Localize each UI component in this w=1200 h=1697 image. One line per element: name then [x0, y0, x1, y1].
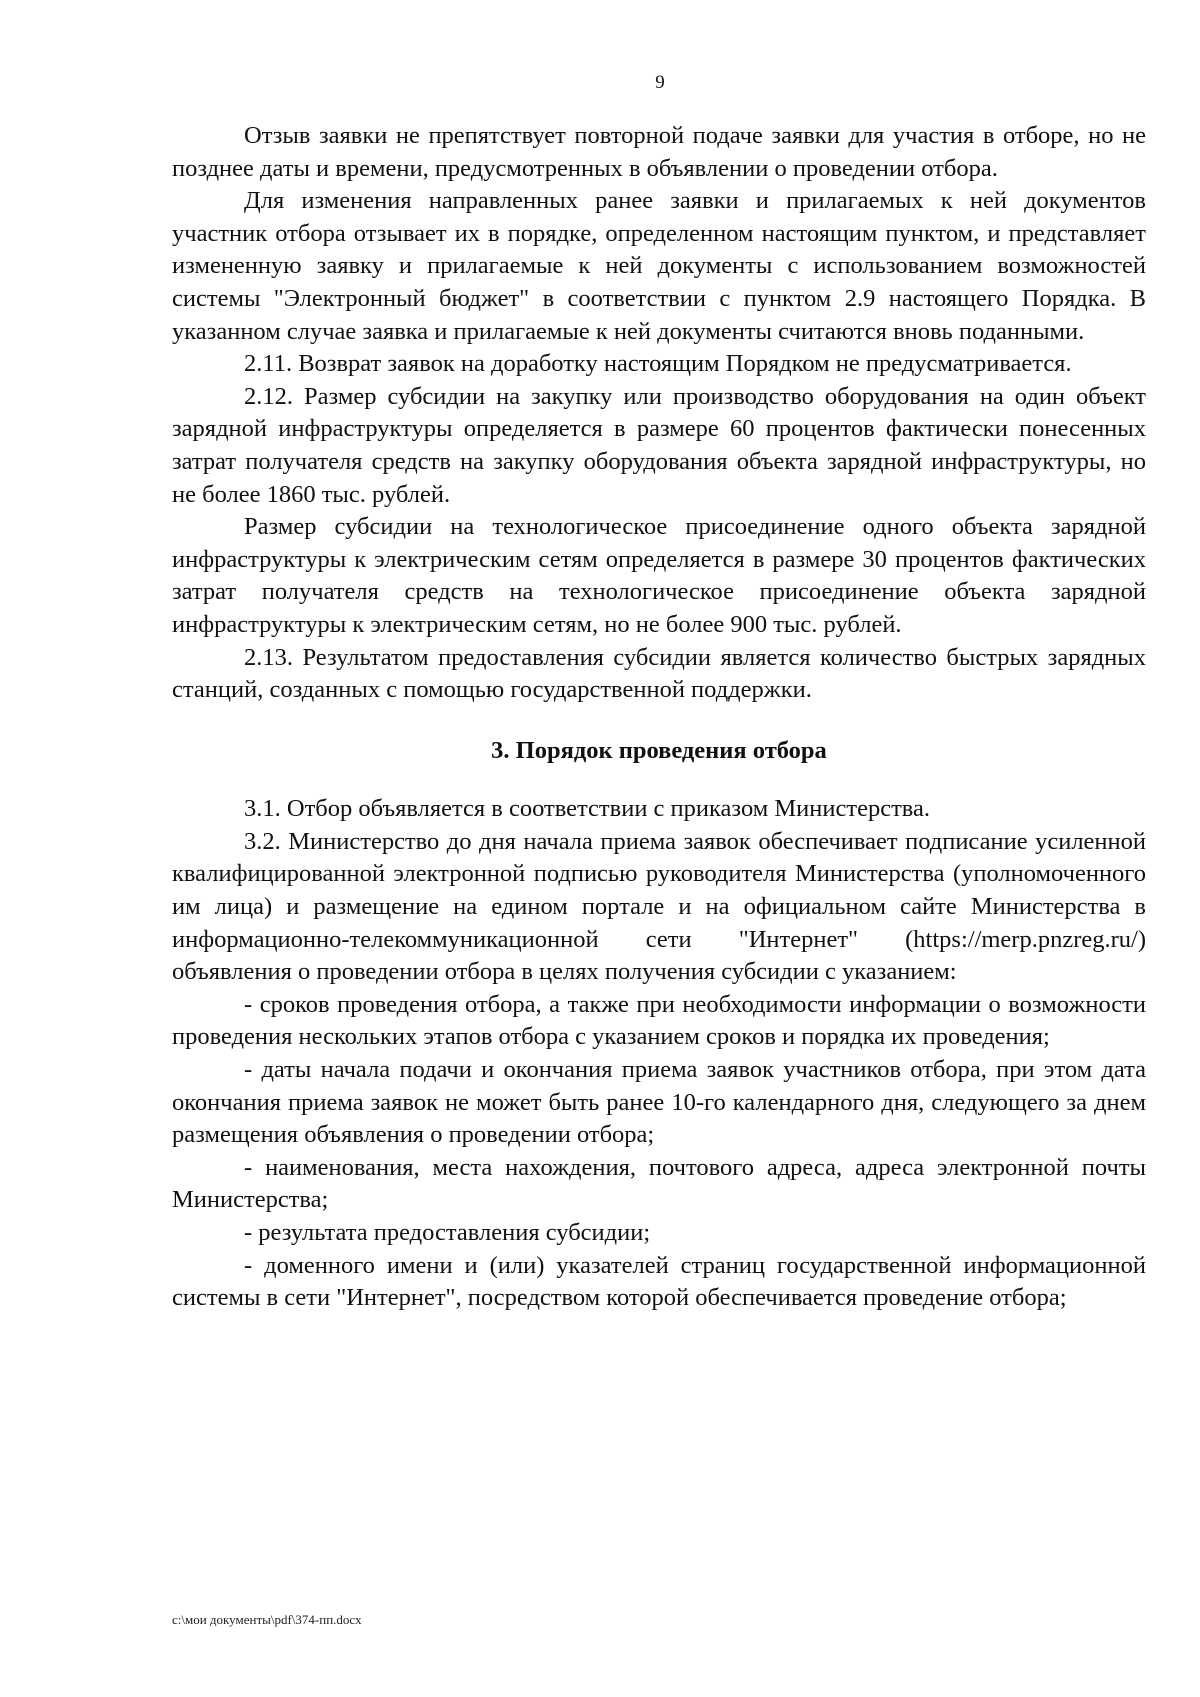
list-item: - наименования, места нахождения, почтового адреса, адреса электронной почты Министерства; [172, 1153, 1146, 1214]
paragraph: 2.12. Размер субсидии на закупку или производство оборудования на один объект зарядной инфраструктуры определяется в размере 60 процентов фактически понесенных затрат получателя средств на закупку оборудования объекта зарядной инфраструктуры, но не более 1860 тыс. рублей. [172, 382, 1146, 508]
paragraph: 2.11. Возврат заявок на доработку настоящим Порядком не предусматривается. [244, 350, 1072, 378]
list-item: - результата предоставления субсидии; [244, 1219, 651, 1246]
list-item: - даты начала подачи и окончания приема заявок участников отбора, при этом дата окончания приема заявок не может быть ранее 10-го календарного дня, следующего за днем размещения объявления о проведении отбора; [172, 1056, 1146, 1149]
paragraph: Размер субсидии на технологическое присоединение одного объекта зарядной инфраструктуры к электрическим сетям определяется в размере 30 процентов фактических затрат получателя средств на технологическое присоединение объекта зарядной инфраструктуры к электрическим сетям, но не более 900 тыс. рублей. [172, 513, 1146, 638]
paragraph: 3.2. Министерство до дня начала приема заявок обеспечивает подписание усиленной квалифицированной электронной подписью руководителя Министерства (уполномоченного им лица) и размещение на едином портале и на официальном сайте Министерства в информационно-телекоммуникационной сети "Интернет" (https://merp.pnzreg.ru/) объявления о проведении отбора в целях получения субсидии с указанием: [172, 827, 1146, 986]
document-body [172, 120, 1146, 1315]
page-number: 9 [655, 72, 665, 93]
paragraph: Отзыв заявки не препятствует повторной подаче заявки для участия в отборе, но не позднее даты и времени, предусмотренных в объявлении о проведении отбора. [172, 122, 1146, 182]
list-item: - сроков проведения отбора, а также при необходимости информации о возможности проведения нескольких этапов отбора с указанием сроков и порядка их проведения; [172, 990, 1146, 1051]
paragraph: 2.13. Результатом предоставления субсидии является количество быстрых зарядных станций, созданных с помощью государственной поддержки. [172, 643, 1146, 704]
section-heading: 3. Порядок проведения отбора [491, 736, 827, 764]
paragraph: Для изменения направленных ранее заявки и прилагаемых к ней документов участник отбора отзывает их в порядке, определенном настоящим пунктом, и представляет измененную заявку и прилагаемые к ней документы с использованием возможностей системы "Электронный бюджет" в соответствии с пунктом 2.9 настоящего Порядка. В указанном случае заявка и прилагаемые к ней документы считаются вновь поданными. [172, 187, 1146, 345]
footer-file-path: c:\мои документы\pdf\374-пп.docx [172, 1612, 362, 1627]
list-item: - доменного имени и (или) указателей страниц государственной информационной системы в сети "Интернет", посредством которой обеспечивается проведение отбора; [172, 1251, 1146, 1312]
paragraph: 3.1. Отбор объявляется в соответствии с приказом Министерства. [244, 795, 931, 823]
